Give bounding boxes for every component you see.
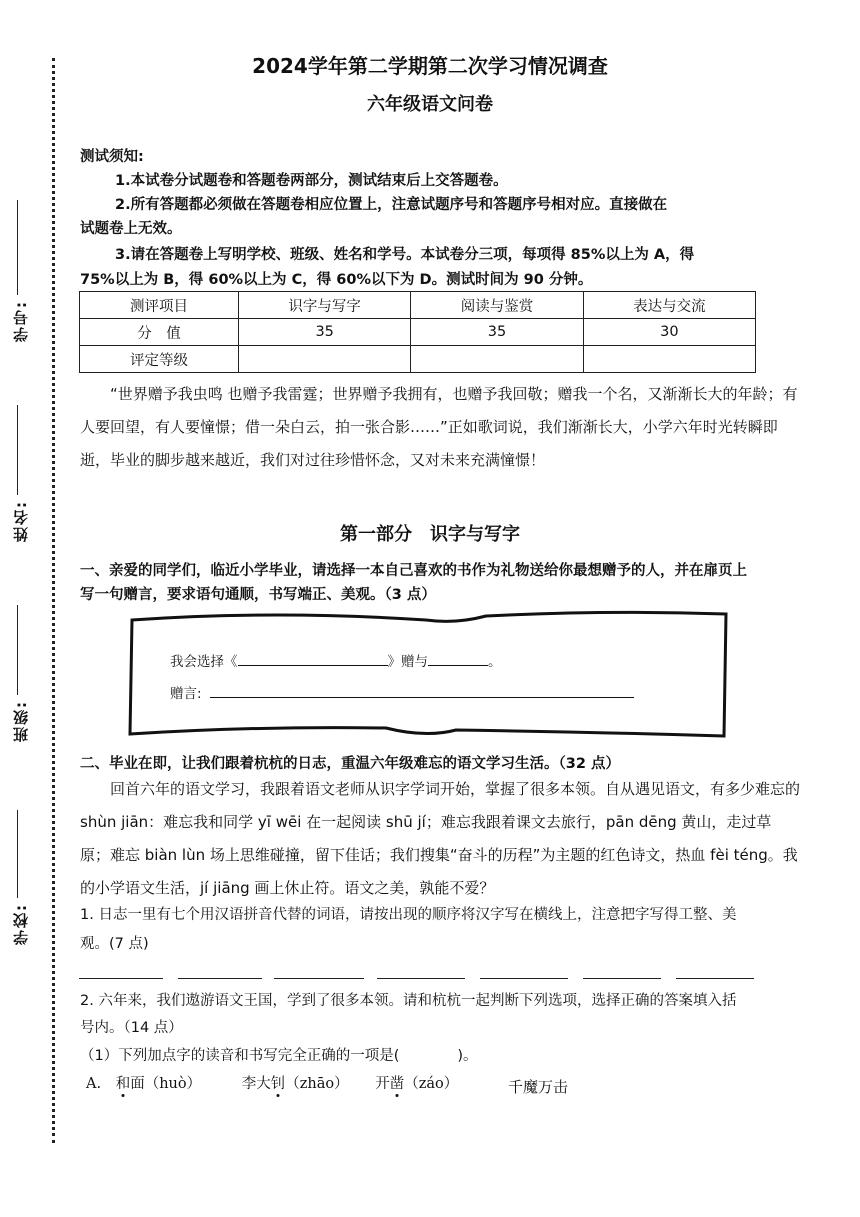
choice-question-1: （1）下列加点字的读音和书写完全正确的一项是( )。 bbox=[80, 1048, 478, 1064]
table-row bbox=[80, 346, 756, 373]
question-1: 一、亲爱的同学们，临近小学毕业，请选择一本自己喜欢的书作为礼物送给你最想赠予的人，并在扉页上 bbox=[80, 563, 747, 579]
class-blank-line[interactable] bbox=[17, 605, 18, 695]
answer-blank-7[interactable] bbox=[676, 978, 754, 979]
sub-question-2: 2. 六年来，我们遨游语文王国，学到了很多本领。请和杭杭一起判断下列选项，选择正确的答案填入括 bbox=[80, 993, 737, 1009]
name-blank-line[interactable] bbox=[17, 405, 18, 495]
recipient-blank[interactable] bbox=[428, 649, 488, 666]
grade-cell[interactable] bbox=[239, 346, 411, 373]
table-header-cell: 识字与写字 bbox=[239, 292, 411, 319]
card-line-2 bbox=[170, 681, 634, 704]
school-label: 学校: bbox=[12, 903, 30, 945]
answer-blank-4[interactable] bbox=[377, 978, 465, 979]
score-cell: 30 bbox=[583, 319, 755, 346]
option-a-word-2: 李大 bbox=[241, 1076, 271, 1092]
option-a-word-3: 开 bbox=[375, 1076, 390, 1092]
answer-blank-6[interactable] bbox=[583, 978, 661, 979]
question-1-cont: 写一句赠言，要求语句通顺，书写端正、美观。（3 点） bbox=[80, 587, 436, 603]
binding-dotted-line bbox=[52, 58, 55, 1143]
table-row bbox=[80, 292, 756, 319]
notice-item-3: 3.请在答题卷上写明学校、班级、姓名和学号。本试卷分三项，每项得 85%以上为 A，得 bbox=[115, 247, 695, 263]
table-header-cell: 测评项目 bbox=[80, 292, 239, 319]
notice-heading: 测试须知: bbox=[80, 149, 144, 165]
answer-blank-2[interactable] bbox=[178, 978, 262, 979]
card-give-label: 》赠与 bbox=[387, 654, 428, 670]
student-name-label: 姓名: bbox=[12, 500, 30, 542]
dotted-char: 钊 bbox=[270, 1076, 286, 1092]
option-a-label: A. bbox=[86, 1076, 102, 1092]
notice-item-2: 2.所有答题都必须做在答题卷相应位置上，注意试题序号和答题序号相对应。直接做在 bbox=[115, 197, 668, 213]
notice-item-1: 1.本试卷分试题卷和答题卷两部分，测试结束后上交答题卷。 bbox=[115, 173, 508, 189]
grade-label-cell: 评定等级 bbox=[80, 346, 239, 373]
score-label-cell: 分 值 bbox=[80, 319, 239, 346]
bookmark-card-frame bbox=[126, 608, 730, 740]
sub-question-1: 1. 日志一里有七个用汉语拼音代替的词语，请按出现的顺序将汉字写在横线上，注意把字写得工整、美 bbox=[80, 907, 737, 923]
table-row bbox=[80, 319, 756, 346]
table-header-cell: 表达与交流 bbox=[583, 292, 755, 319]
class-label: 班级: bbox=[12, 700, 30, 742]
grade-cell[interactable] bbox=[411, 346, 583, 373]
school-blank-line[interactable] bbox=[17, 810, 18, 898]
notice-item-2-cont: 试题卷上无效。 bbox=[80, 221, 182, 237]
exam-title: 2024学年第二学期第二次学习情况调查 bbox=[252, 54, 608, 78]
dotted-char: 凿 bbox=[389, 1076, 405, 1092]
answer-blank-3[interactable] bbox=[274, 978, 364, 979]
inscription-blank[interactable] bbox=[210, 681, 634, 698]
student-number-label: 学号: bbox=[12, 300, 30, 342]
option-a[interactable] bbox=[86, 1074, 458, 1094]
score-table bbox=[79, 291, 756, 373]
dotted-char: 和 bbox=[115, 1076, 131, 1092]
score-cell: 35 bbox=[239, 319, 411, 346]
exam-subtitle: 六年级语文问卷 bbox=[367, 94, 493, 115]
part1-title: 第一部分 识字与写字 bbox=[340, 524, 520, 545]
book-title-blank[interactable] bbox=[238, 649, 388, 666]
grade-cell[interactable] bbox=[583, 346, 755, 373]
sub-question-2-cont: 号内。（14 点） bbox=[80, 1020, 183, 1036]
card-inscription-label: 赠言: bbox=[170, 686, 202, 702]
table-header-cell: 阅读与鉴赏 bbox=[411, 292, 583, 319]
sub-question-1-cont: 观。(7 点) bbox=[80, 936, 149, 952]
notice-item-3-cont: 75%以上为 B，得 60%以上为 C，得 60%以下为 D。测试时间为 90 分钟。 bbox=[80, 272, 593, 288]
answer-blank-5[interactable] bbox=[480, 978, 568, 979]
option-a-pinyin-2: （zhāo） bbox=[285, 1076, 349, 1092]
passage-paragraph: 回首六年的语文学习，我跟着语文老师从识字学词开始，掌握了很多本领。自从遇见语文，有多少难忘的 shùn jiān：难忘我和同学 yī wēi 在一起阅读 shū jí；难忘我跟着课文去旅行，pān dēng 黄山，走过草原；难忘 biàn lùn 场上思维碰撞，留下佳话；我们搜集“奋斗的历程”为主题的红色诗文，热血 fèi téng。我的小学语文生活，jí jiāng 画上休止符。语文之美，孰能不爱？ bbox=[80, 780, 801, 897]
card-period: 。 bbox=[488, 654, 502, 670]
handwritten-note: 千魔万击 bbox=[508, 1078, 569, 1096]
intro-paragraph: “世界赠予我虫鸣 也赠予我雷霆；世界赠予我拥有，也赠予我回敬；赠我一个名，又渐渐长大的年龄；有人要回望，有人要憧憬；借一朵白云，拍一张合影……”正如歌词说，我们渐渐长大，小学六年时光转瞬即逝，毕业的脚步越来越近，我们对过往珍惜怀念，又对未来充满憧憬！ bbox=[80, 385, 798, 469]
question-2: 二、毕业在即，让我们跟着杭杭的日志，重温六年级难忘的语文学习生活。（32 点） bbox=[80, 756, 620, 772]
answer-blank-1[interactable] bbox=[79, 978, 163, 979]
option-a-word-1: 面（huò） bbox=[130, 1076, 202, 1092]
card-line-1 bbox=[170, 649, 502, 672]
number-blank-line[interactable] bbox=[17, 200, 18, 295]
score-cell: 35 bbox=[411, 319, 583, 346]
card-choose-label: 我会选择《 bbox=[170, 654, 238, 670]
option-a-pinyin-3: （záo） bbox=[404, 1076, 459, 1092]
